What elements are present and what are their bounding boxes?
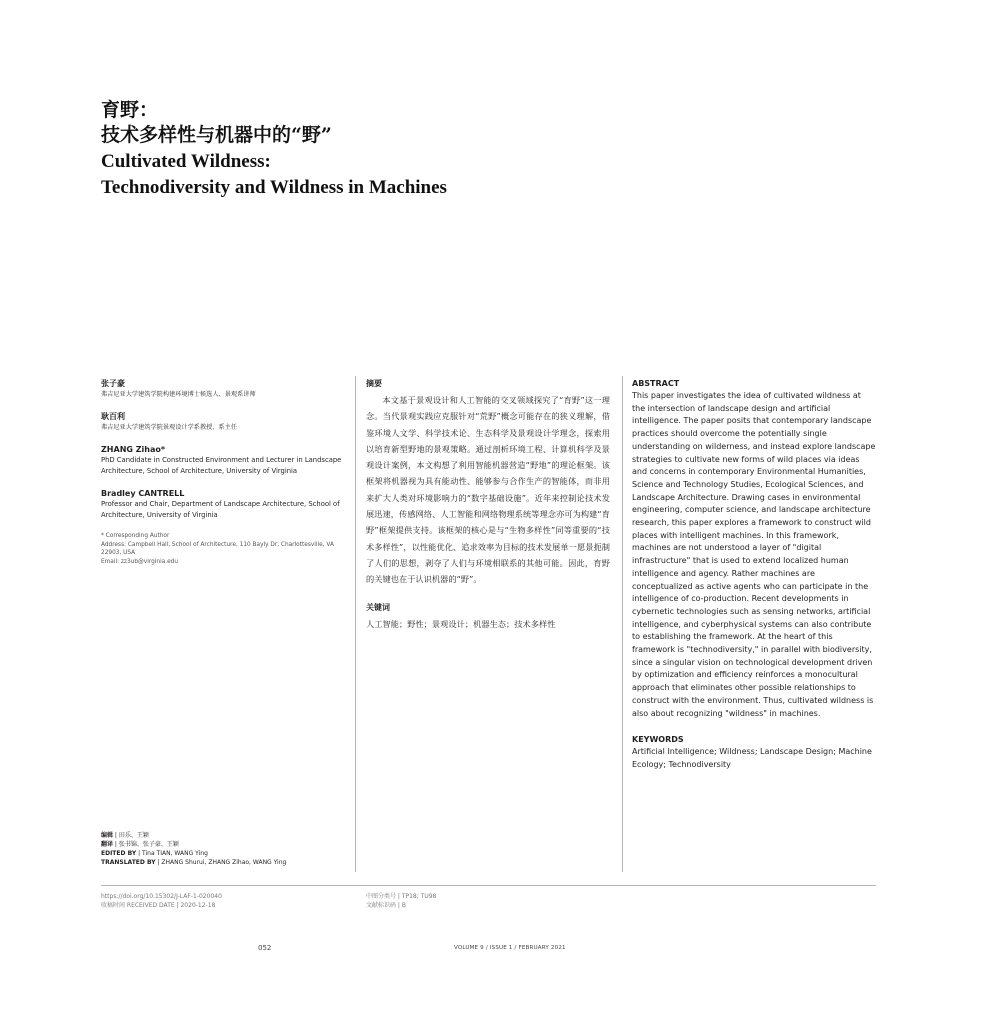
credit-label: EDITED BY (101, 850, 137, 857)
author-name: 张子豪 (101, 379, 125, 388)
authors-column (101, 378, 347, 566)
keywords-zh-text: 人工智能；野性；景观设计；机器生态；技术多样性 (366, 618, 556, 629)
credit-label: 编辑 (101, 832, 114, 839)
abstract-zh-column (366, 378, 610, 632)
volume-info: VOLUME 9 / ISSUE 1 / FEBRUARY 2021 (454, 945, 566, 951)
title-zh-line2: 技术多样性与机器中的“野” (101, 124, 332, 146)
column-divider-1 (355, 376, 356, 872)
author-name: Bradley CANTRELL (101, 489, 185, 498)
author-affiliation: PhD Candidate in Constructed Environment and Lecturer in Landscape Architecture, School of Architecture, University of Virginia (101, 456, 342, 475)
credits-block (101, 831, 351, 867)
title-block (101, 98, 801, 201)
title-en-line2: Technodiversity and Wildness in Machines (101, 177, 447, 198)
correspondence-email: Email: zz3ub@virginia.edu (101, 558, 179, 565)
keywords-en-text: Artificial Intelligence; Wildness; Landscape Design; Machine Ecology; Technodiversity (632, 747, 872, 769)
abstract-en-column (632, 378, 876, 772)
keywords-en-heading: KEYWORDS (632, 735, 684, 745)
keywords-zh-heading: 关键词 (366, 602, 390, 612)
title-en-line1: Cultivated Wildness: (101, 151, 271, 172)
credit-value: 张书锦、张子豪、王颖 (118, 841, 179, 848)
footer-meta-middle (366, 893, 606, 910)
author-affiliation: Professor and Chair, Department of Landscape Architecture, School of Architecture, University of Virginia (101, 500, 340, 519)
credit-editor-en: EDITED BY | Tina TIAN, WANG Ying (101, 850, 208, 857)
credit-translator-zh: 翻译 | 张书锦、张子豪、王颖 (101, 841, 179, 848)
correspondence-address: Address: Campbell Hall, School of Architecture, 110 Bayly Dr, Charlottesville, VA 22903, USA (101, 541, 334, 556)
footer-meta-left (101, 893, 351, 910)
page-number: 052 (258, 944, 272, 952)
column-divider-2 (622, 376, 623, 872)
credit-translator-en: TRANSLATED BY | ZHANG Shurui, ZHANG Zihao, WANG Ying (101, 859, 287, 866)
author-affiliation: 弗吉尼亚大学建筑学院景观设计学系教授、系主任 (101, 424, 238, 431)
document-code: 文献标识码 | B (366, 901, 406, 909)
credit-value: Tina TIAN, WANG Ying (142, 850, 208, 857)
credit-label: TRANSLATED BY (101, 859, 156, 866)
author-affiliation: 弗吉尼亚大学建筑学院构建环境博士候选人、景观系讲师 (101, 391, 256, 398)
credit-label: 翻译 (101, 841, 114, 848)
corresponding-author-label: * Corresponding Author (101, 533, 170, 539)
abstract-en-text: This paper investigates the idea of cultivated wildness at the intersection of landscape design and artificial intelligence. The paper posits that contemporary landscape practices should overcome the potentially single understanding on wilderness, and instead explore landscape strategies to cultivate new forms of wild places via ideas and concerns in contemporary Environmental Humanities, Science and Technology Studies, Ecological Sciences, and Landscape Architecture. Drawing cases in environmental engineering, computer science, and landscape architecture research, this paper explores a framework to construct wild places with intelligent machines. In this framework, machines are not understood a layer of "digital infrastructure" that is used to extend localized human intelligence and agency. Rather machines are conceptualized as active agents who can participate in the intelligence of co-production. Recent developments in cybernetic technologies such as sensing networks, artificial intelligence, and cyberphysical systems can also contribute to establishing the framework. At the heart of this framework is "technodiversity," in parallel with biodiversity, since a singular vision on technological development driven by optimization and efficiency reinforces a monocultural approach that eliminates other possible relationships to construct with the environment. Thus, cultivated wildness is also about recognizing "wildness" in machines. (632, 391, 876, 718)
abstract-en-heading: ABSTRACT (632, 379, 680, 388)
title-zh-line1: 育野： (101, 99, 159, 121)
abstract-zh-heading: 摘要 (366, 379, 382, 388)
received-date: 收稿时间 RECEIVED DATE | 2020-12-18 (101, 901, 216, 909)
credit-value: ZHANG Shurui, ZHANG Zihao, WANG Ying (161, 859, 287, 866)
clc-number: 中图分类号 | TP18; TU98 (366, 893, 437, 900)
author-name: ZHANG Zihao* (101, 445, 166, 454)
doi-link[interactable]: https://doi.org/10.15302/J-LAF-1-020040 (101, 893, 222, 900)
credit-value: 田乐、王颖 (118, 832, 149, 839)
author-name: 耿百利 (101, 412, 125, 421)
credit-editor-zh: 编辑 | 田乐、王颖 (101, 832, 149, 839)
abstract-zh-text: 本文基于景观设计和人工智能的交叉领域探究了“育野”这一理念。当代景观实践应克服针对“荒野”概念可能存在的狭义理解，借鉴环境人文学、科学技术论、生态科学及景观设计学理念，探索用以培育新型野地的景观策略。通过剖析环境工程、计算机科学及景观设计案例，本文构想了利用智能机器营造“野地”的理论框架。该框架将机器视为具有能动性、能够参与合作生产的智能体，而非用来扩大人类对环境影响力的“数字基础设施”。近年来控制论技术发展迅速，传感网络、人工智能和网络物理系统等理念亦可为构建“育野”框架提供支持。该框架的核心是与“生物多样性”同等重要的“技术多样性”，以性能优化、追求效率为目标的技术发展单一愿景扼制了人们的思想，剥夺了人们与环境相联系的其他可能。因此，育野的关键也在于认识机器的“野”。 (366, 395, 610, 585)
footer-divider (101, 885, 876, 886)
